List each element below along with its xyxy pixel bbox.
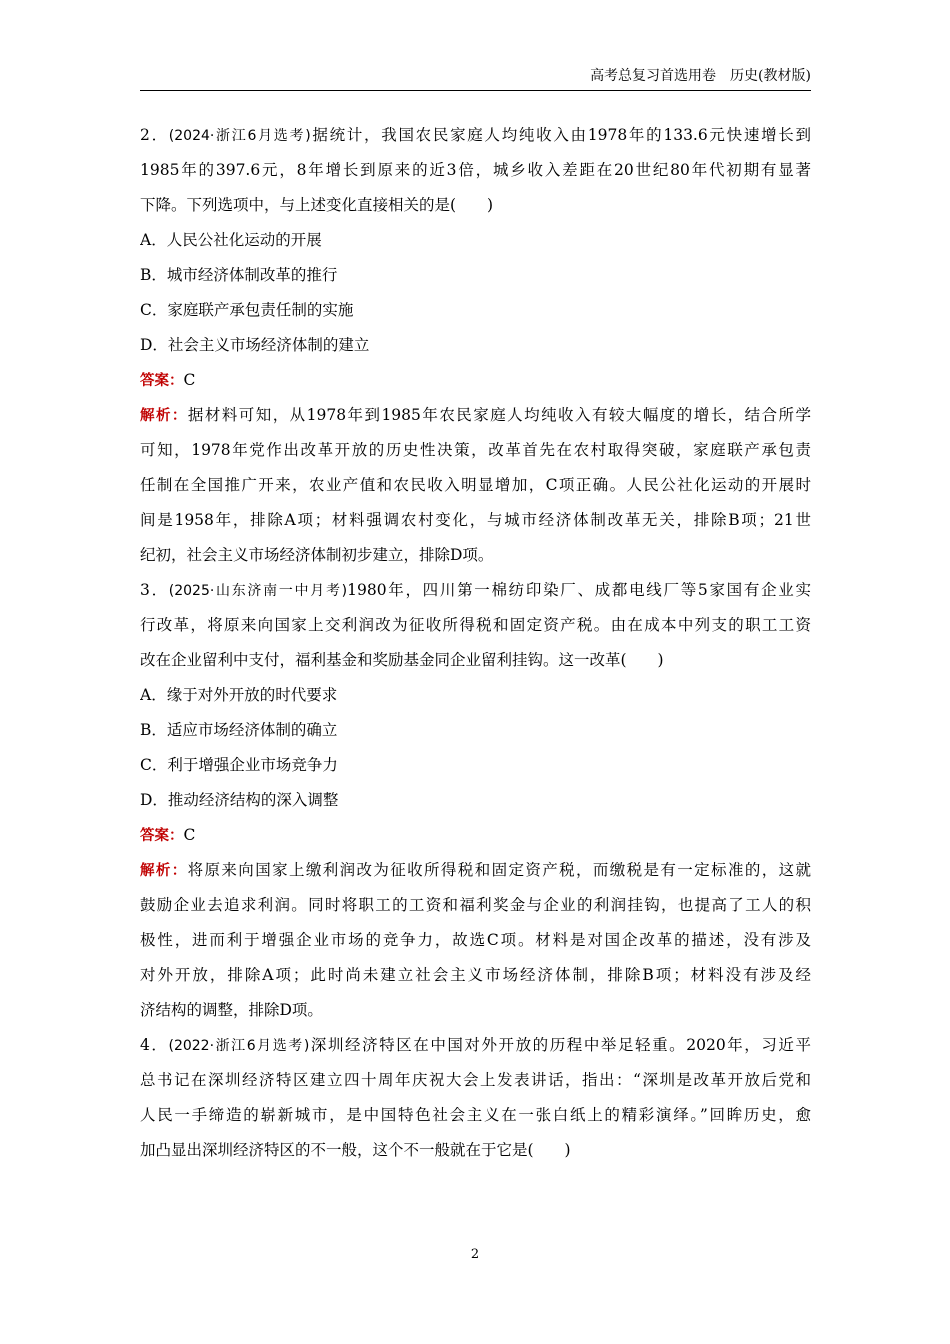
q3-answer-value: C xyxy=(183,826,196,844)
q3-analysis-label: 解析： xyxy=(140,863,188,879)
q3-option-a: A．缘于对外开放的时代要求 xyxy=(140,686,338,704)
q2-analysis-label: 解析： xyxy=(140,408,188,424)
q3-answer xyxy=(140,818,811,853)
q2-answer-value: C xyxy=(183,371,196,389)
q4-line-3: 人民一手缔造的崭新城市，是中国特色社会主义在一张白纸上的精彩演绎。”回眸历史，愈 xyxy=(140,1106,811,1124)
q2-line-1: 2．(2024·浙江6月选考)据统计，我国农民家庭人均纯收入由1978年的133.6元快速增长到 xyxy=(140,126,811,144)
q2-source: (2024·浙江6月选考) xyxy=(168,128,311,144)
q2-analysis-line-2: 可知，1978年党作出改革开放的历史性决策，改革首先在农村取得突破，家庭联产承包责 xyxy=(140,441,811,459)
q3-analysis-line-4: 对外开放，排除A项；此时尚未建立社会主义市场经济体制，排除B项；材料没有涉及经 xyxy=(140,966,811,984)
q2-option-d: D．社会主义市场经济体制的建立 xyxy=(140,336,370,354)
q2-option-b: B．城市经济体制改革的推行 xyxy=(140,266,338,284)
page-content xyxy=(140,118,811,1168)
q4-line-1: 4．(2022·浙江6月选考)深圳经济特区在中国对外开放的历程中举足轻重。2020年，习近平 xyxy=(140,1036,811,1054)
q3-option-d: D．推动经济结构的深入调整 xyxy=(140,791,339,809)
q3-line-2: 行改革，将原来向国家上交利润改为征收所得税和固定资产税。由在成本中列支的职工工资 xyxy=(140,616,811,634)
q3-line-1: 3．(2025·山东济南一中月考)1980年，四川第一棉纺印染厂、成都电线厂等5家国有企业实 xyxy=(140,581,811,599)
q2-analysis-line-1: 解析：据材料可知，从1978年到1985年农民家庭人均纯收入有较大幅度的增长，结合所学 xyxy=(140,406,811,424)
q2-analysis-line-3: 任制在全国推广开来，农业产值和农民收入明显增加，C项正确。人民公社化运动的开展时 xyxy=(140,476,811,494)
q2-line-3: 下降。下列选项中，与上述变化直接相关的是( ) xyxy=(140,196,494,214)
q3-option-b: B．适应市场经济体制的确立 xyxy=(140,721,338,739)
q3-answer-label: 答案： xyxy=(140,828,184,844)
q2-option-a: A．人民公社化运动的开展 xyxy=(140,231,322,249)
q2-analysis-line-4: 间是1958年，排除A项；材料强调农村变化，与城市经济体制改革无关，排除B项；21世 xyxy=(140,511,811,529)
q3-number: 3． xyxy=(140,581,169,599)
q3-analysis-line-1: 解析：将原来向国家上缴利润改为征收所得税和固定资产税，而缴税是有一定标准的，这就 xyxy=(140,861,811,879)
q2-analysis-line-5: 纪初，社会主义市场经济体制初步建立，排除D项。 xyxy=(140,546,494,564)
q3-source: (2025·山东济南一中月考) xyxy=(168,583,348,599)
q4-source: (2022·浙江6月选考) xyxy=(168,1038,310,1054)
q3-analysis-line-3: 极性，进而利于增强企业市场的竞争力，故选C项。材料是对国企改革的描述，没有涉及 xyxy=(140,931,811,949)
q4-number: 4． xyxy=(140,1036,169,1054)
q2-answer-label: 答案： xyxy=(140,373,184,389)
q3-analysis-line-2: 鼓励企业去追求利润。同时将职工的工资和福利奖金与企业的利润挂钩，也提高了工人的积 xyxy=(140,896,811,914)
q3-option-c: C．利于增强企业市场竞争力 xyxy=(140,756,338,774)
q2-answer xyxy=(140,363,811,398)
page-header xyxy=(140,66,811,91)
q4-line-2: 总书记在深圳经济特区建立四十周年庆祝大会上发表讲话，指出：“深圳是改革开放后党和 xyxy=(140,1071,811,1089)
page-number: 2 xyxy=(470,1247,480,1262)
header-title: 高考总复习首选用卷 历史(教材版) xyxy=(590,68,811,84)
q2-line-2: 1985年的397.6元，8年增长到原来的近3倍，城乡收入差距在20世纪80年代初期有显著 xyxy=(140,161,811,179)
q3-analysis-line-5: 济结构的调整，排除D项。 xyxy=(140,1001,323,1019)
q2-option-c: C．家庭联产承包责任制的实施 xyxy=(140,301,354,319)
q2-number: 2． xyxy=(140,126,169,144)
q3-line-3: 改在企业留利中支付，福利基金和奖励基金同企业留利挂钩。这一改革( ) xyxy=(140,651,664,669)
q4-line-4: 加凸显出深圳经济特区的不一般，这个不一般就在于它是( ) xyxy=(140,1141,571,1159)
